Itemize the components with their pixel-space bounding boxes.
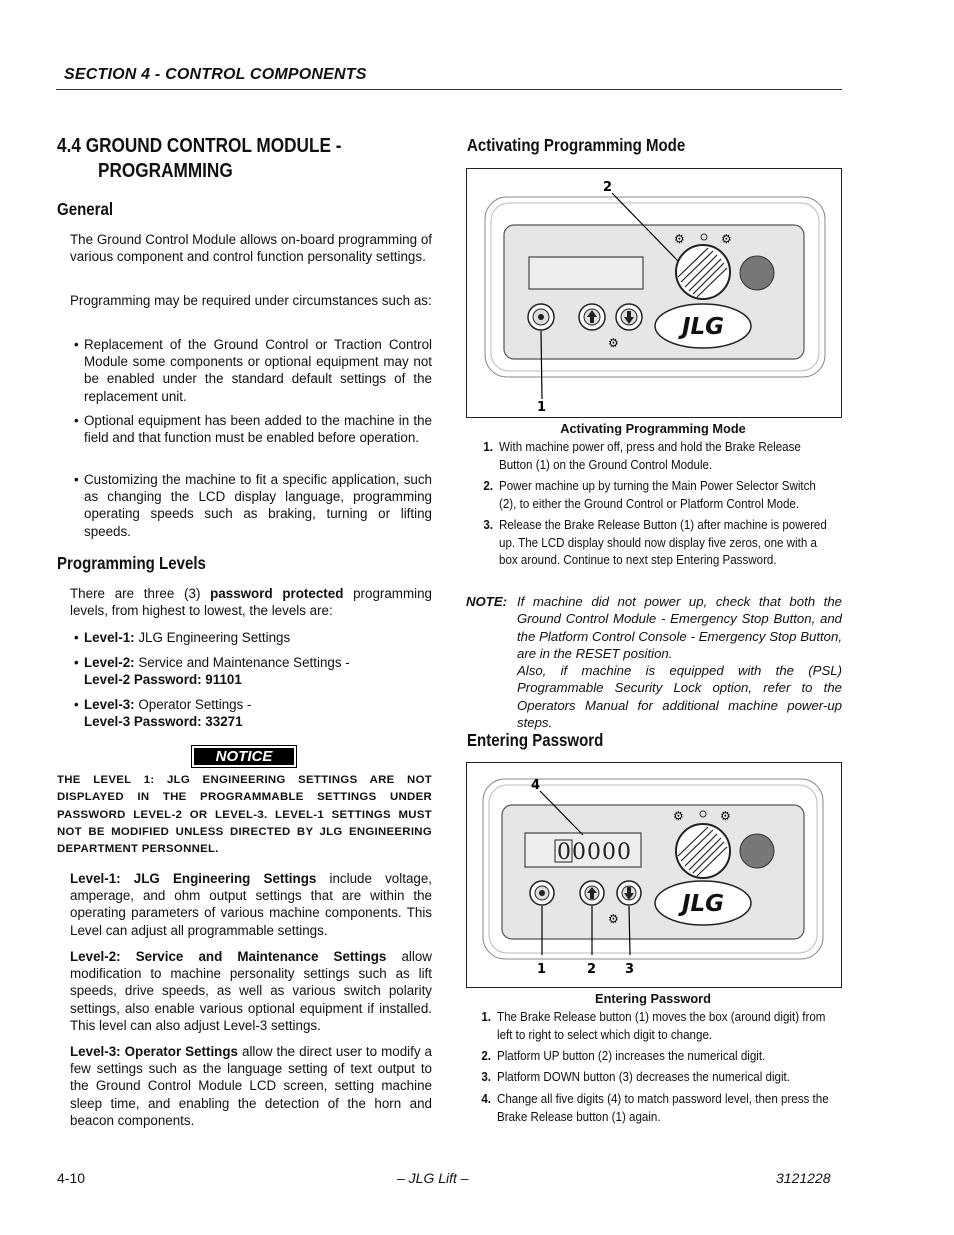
jlg-logo <box>655 881 751 925</box>
figure-activating-mode <box>466 168 842 418</box>
brake-release-button[interactable] <box>528 304 554 330</box>
level-3-description: Level-3: Operator Settings allow the direct user to modify a few settings such as the language setting of text output to the Ground Control Module LCD screen, setting machine sleep time, and enabling the detection of the horn and beacon components. <box>70 1044 432 1128</box>
level-2-description: Level-2: Service and Maintenance Settings allow modification to machine personality settings such as lift speeds, drive speeds, as well as various switch polarity settings, also enable various optional equipment if installed. This level can also adjust Level-3 settings. <box>70 949 432 1033</box>
bullet-item: • Optional equipment has been added to the machine in the field and that function must be enabled before operation. <box>74 413 432 446</box>
page-number: 4-10 <box>57 1170 86 1186</box>
note-text-1: If machine did not power up, check that both the Ground Control Module - Emergency Stop Button, and the Platform Control Console - Emergency Stop Button, are in the RESET position. <box>517 594 842 661</box>
power-selector-switch[interactable] <box>676 245 730 299</box>
brake-release-button[interactable] <box>530 881 554 905</box>
levels-paragraph: There are three (3) password protected programming levels, from highest to lowest, the levels are: <box>70 586 432 619</box>
document-number: 3121228 <box>776 1170 831 1186</box>
programming-levels-heading: Programming Levels <box>57 553 206 573</box>
platform-icon: ⚙ <box>608 912 619 926</box>
activating-heading: Activating Programming Mode <box>467 135 686 155</box>
general-paragraph-1: The Ground Control Module allows on-board programming of various component and control function personality settings. <box>70 232 432 265</box>
platform-control-icon: ⚙ <box>721 232 732 246</box>
entering-password-heading: Entering Password <box>467 730 604 750</box>
control-panel-illustration-2 <box>467 763 841 987</box>
ground-control-icon: ⚙ <box>673 809 684 823</box>
notice-banner <box>191 745 297 768</box>
callout-4: 4 <box>531 778 541 793</box>
lcd-password-digits: 00000 <box>557 840 632 865</box>
general-heading: General <box>57 199 114 219</box>
section-title-line1: 4.4 GROUND CONTROL MODULE - <box>57 135 342 157</box>
figure-2-caption: Entering Password <box>595 991 711 1006</box>
platform-icon: ⚙ <box>608 336 619 350</box>
emergency-stop-button[interactable] <box>740 256 774 290</box>
level-1-description: Level-1: JLG Engineering Settings include voltage, amperage, and ohm output settings that are within the operating parameters of various machine components. This Level can adjust all programmable settings. <box>70 871 432 938</box>
activate-step-1: 1. With machine power off, press and hold the Brake Release Button (1) on the Ground Control Module. <box>483 440 801 472</box>
svg-text:JLG: JLG <box>681 314 725 340</box>
notice-label: NOTICE <box>194 748 294 765</box>
footer-center: – JLG Lift – <box>397 1170 469 1186</box>
platform-up-button[interactable] <box>580 881 604 905</box>
jlg-logo <box>655 304 751 348</box>
platform-down-button[interactable] <box>617 881 641 905</box>
bullet-item: • Customizing the machine to fit a specific application, such as changing the LCD display language, programming operating speeds such as braking, turning or lifting speeds. <box>74 472 432 539</box>
control-panel-illustration-1 <box>467 169 841 417</box>
password-step-1: 1. The Brake Release button (1) moves the box (around digit) from left to right to select which digit to change. <box>481 1010 826 1042</box>
callout-2: 2 <box>603 180 613 195</box>
platform-down-button[interactable] <box>616 304 642 330</box>
password-step-2: 2. Platform UP button (2) increases the numerical digit. <box>481 1049 766 1063</box>
password-step-3: 3. Platform DOWN button (3) decreases the numerical digit. <box>481 1070 790 1084</box>
note-text-2: Also, if machine is equipped with the (PSL) Programmable Security Lock option, refer to the Operators Manual for additional machine power-up steps. <box>517 663 842 730</box>
section-header: SECTION 4 - CONTROL COMPONENTS <box>64 66 367 83</box>
callout-1: 1 <box>537 400 547 415</box>
level-3-item: • Level-3: Operator Settings - Level-3 Password: 33271 <box>74 697 252 730</box>
level-1-item: • Level-1: JLG Engineering Settings <box>74 630 291 645</box>
platform-control-icon: ⚙ <box>720 809 731 823</box>
section-title-line2: PROGRAMMING <box>98 160 233 182</box>
activate-step-3: 3. Release the Brake Release Button (1) after machine is powered up. The LCD display should now display five zeros, one with a box around. Continue to next step Entering Password. <box>483 518 827 568</box>
general-paragraph-2: Programming may be required under circumstances such as: <box>70 293 432 308</box>
callout-1: 1 <box>537 962 547 977</box>
callout-2: 2 <box>587 962 597 977</box>
bullet-item: • Replacement of the Ground Control or Traction Control Module some components or optional equipment may not be enabled under the standard default settings of the replacement unit. <box>74 337 432 404</box>
platform-up-button[interactable] <box>579 304 605 330</box>
figure-1-caption: Activating Programming Mode <box>560 421 746 436</box>
callout-3: 3 <box>625 962 635 977</box>
figure-entering-password <box>466 762 842 988</box>
ground-control-icon: ⚙ <box>674 232 685 246</box>
emergency-stop-button[interactable] <box>740 834 774 868</box>
password-step-4: 4. Change all five digits (4) to match password level, then press the Brake Release button (1) again. <box>481 1092 829 1124</box>
note-label: NOTE: <box>466 594 508 609</box>
header-rule <box>56 89 842 90</box>
power-selector-switch[interactable] <box>676 824 730 878</box>
notice-text: THE LEVEL 1: JLG ENGINEERING SETTINGS ARE NOT DISPLAYED IN THE PROGRAMMABLE SETTINGS UNDER PASSWORD LEVEL-2 OR LEVEL-3. LEVEL-1 SETTINGS MUST NOT BE MODIFIED UNLESS DIRECTED BY JLG ENGINEERING DEPARTMENT PERSONNEL. <box>57 774 432 856</box>
level-2-item: • Level-2: Service and Maintenance Settings - Level-2 Password: 91101 <box>74 655 350 688</box>
svg-text:JLG: JLG <box>681 891 725 917</box>
activate-step-2: 2. Power machine up by turning the Main Power Selector Switch (2), to either the Ground Control or Platform Control Mode. <box>483 479 816 511</box>
